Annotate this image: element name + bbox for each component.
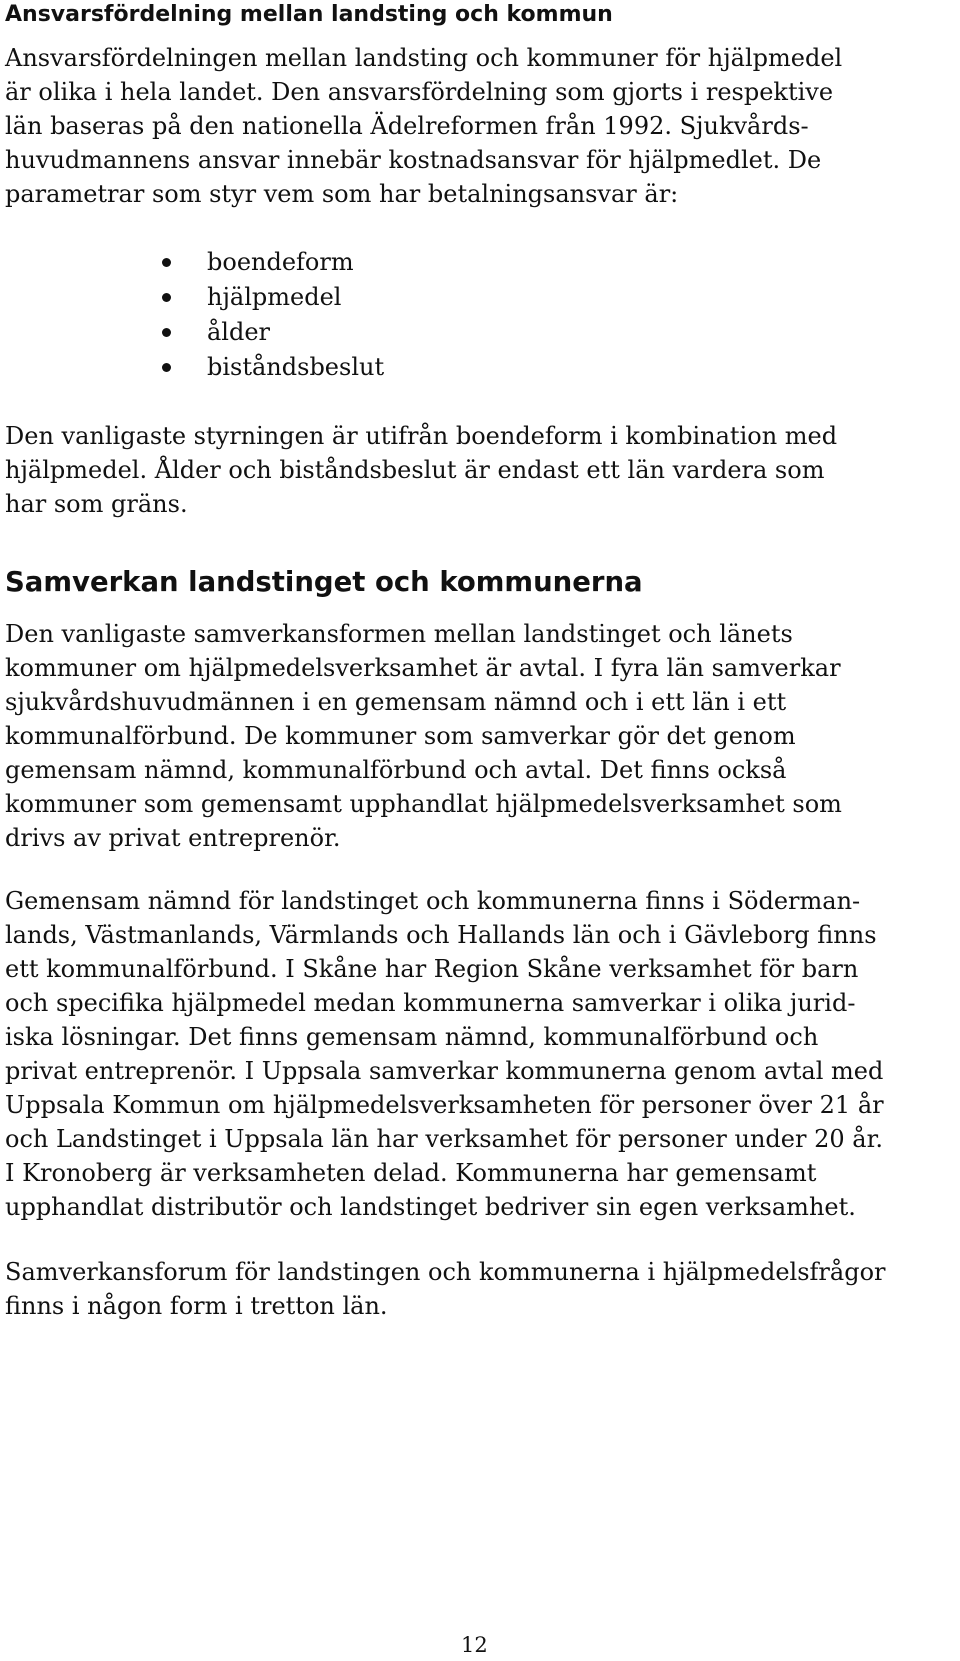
list-item-label: boendeform: [207, 248, 354, 276]
text-line: och specifika hjälpmedel medan kommunerna samverkar i olika jurid-: [5, 989, 856, 1017]
text-line: drivs av privat entreprenör.: [5, 824, 341, 852]
list-item-label: biståndsbeslut: [207, 353, 385, 381]
text-line: Uppsala Kommun om hjälpmedelsverksamheten för personer över 21 år: [5, 1091, 884, 1119]
text-line: har som gräns.: [5, 490, 188, 518]
text-line: sjukvårdshuvudmännen i en gemensam nämnd och i ett län i ett: [5, 688, 787, 716]
bullet-icon: [162, 293, 171, 302]
text-line: kommuner om hjälpmedelsverksamhet är avtal. I fyra län samverkar: [5, 654, 841, 682]
parameter-bullet-list: [162, 245, 384, 385]
text-line: Ansvarsfördelningen mellan landsting och kommuner för hjälpmedel: [5, 44, 843, 72]
text-line: finns i någon form i tretton län.: [5, 1292, 388, 1320]
text-line: I Kronoberg är verksamheten delad. Kommunerna har gemensamt: [5, 1159, 817, 1187]
list-item: [162, 280, 384, 315]
text-line: Gemensam nämnd för landstinget och kommunerna finns i Söderman-: [5, 887, 861, 915]
list-item-label: ålder: [207, 318, 271, 346]
list-item: [162, 245, 384, 280]
list-item: [162, 350, 384, 385]
section-heading-ansvarsfordelning: Ansvarsfördelning mellan landsting och kommun: [5, 2, 613, 27]
text-line: lands, Västmanlands, Värmlands och Hallands län och i Gävleborg finns: [5, 921, 877, 949]
bullet-icon: [162, 328, 171, 337]
paragraph-gemensam-namnd: [5, 884, 884, 1224]
bullet-icon: [162, 363, 171, 372]
paragraph-samverkansforum: [5, 1255, 886, 1323]
text-line: Den vanligaste styrningen är utifrån boendeform i kombination med: [5, 422, 838, 450]
text-line: och Landstinget i Uppsala län har verksamhet för personer under 20 år.: [5, 1125, 884, 1153]
text-line: privat entreprenör. I Uppsala samverkar kommunerna genom avtal med: [5, 1057, 884, 1085]
text-line: gemensam nämnd, kommunalförbund och avtal. Det finns också: [5, 756, 787, 784]
text-line: iska lösningar. Det finns gemensam nämnd, kommunalförbund och: [5, 1023, 819, 1051]
text-line: upphandlat distributör och landstinget bedriver sin egen verksamhet.: [5, 1193, 856, 1221]
text-line: parametrar som styr vem som har betalningsansvar är:: [5, 180, 679, 208]
text-line: kommuner som gemensamt upphandlat hjälpmedelsverksamhet som: [5, 790, 842, 818]
text-line: Den vanligaste samverkansformen mellan landstinget och länets: [5, 620, 793, 648]
text-line: kommunalförbund. De kommuner som samverkar gör det genom: [5, 722, 796, 750]
text-line: hjälpmedel. Ålder och biståndsbeslut är endast ett län vardera som: [5, 456, 825, 484]
list-item: [162, 315, 384, 350]
paragraph-samverkansformer: [5, 617, 842, 855]
section-heading-samverkan: Samverkan landstinget och kommunerna: [5, 566, 643, 598]
bullet-icon: [162, 258, 171, 267]
paragraph-ansvarsfordelning-intro: [5, 41, 842, 211]
text-line: är olika i hela landet. Den ansvarsfördelning som gjorts i respektive: [5, 78, 834, 106]
page-number: 12: [461, 1633, 488, 1657]
text-line: ett kommunalförbund. I Skåne har Region Skåne verksamhet för barn: [5, 955, 859, 983]
paragraph-styrning: [5, 419, 837, 521]
text-line: län baseras på den nationella Ädelreformen från 1992. Sjukvårds-: [5, 112, 809, 140]
list-item-label: hjälpmedel: [207, 283, 342, 311]
text-line: Samverkansforum för landstingen och kommunerna i hjälpmedelsfrågor: [5, 1258, 886, 1286]
text-line: huvudmannens ansvar innebär kostnadsansvar för hjälpmedlet. De: [5, 146, 822, 174]
